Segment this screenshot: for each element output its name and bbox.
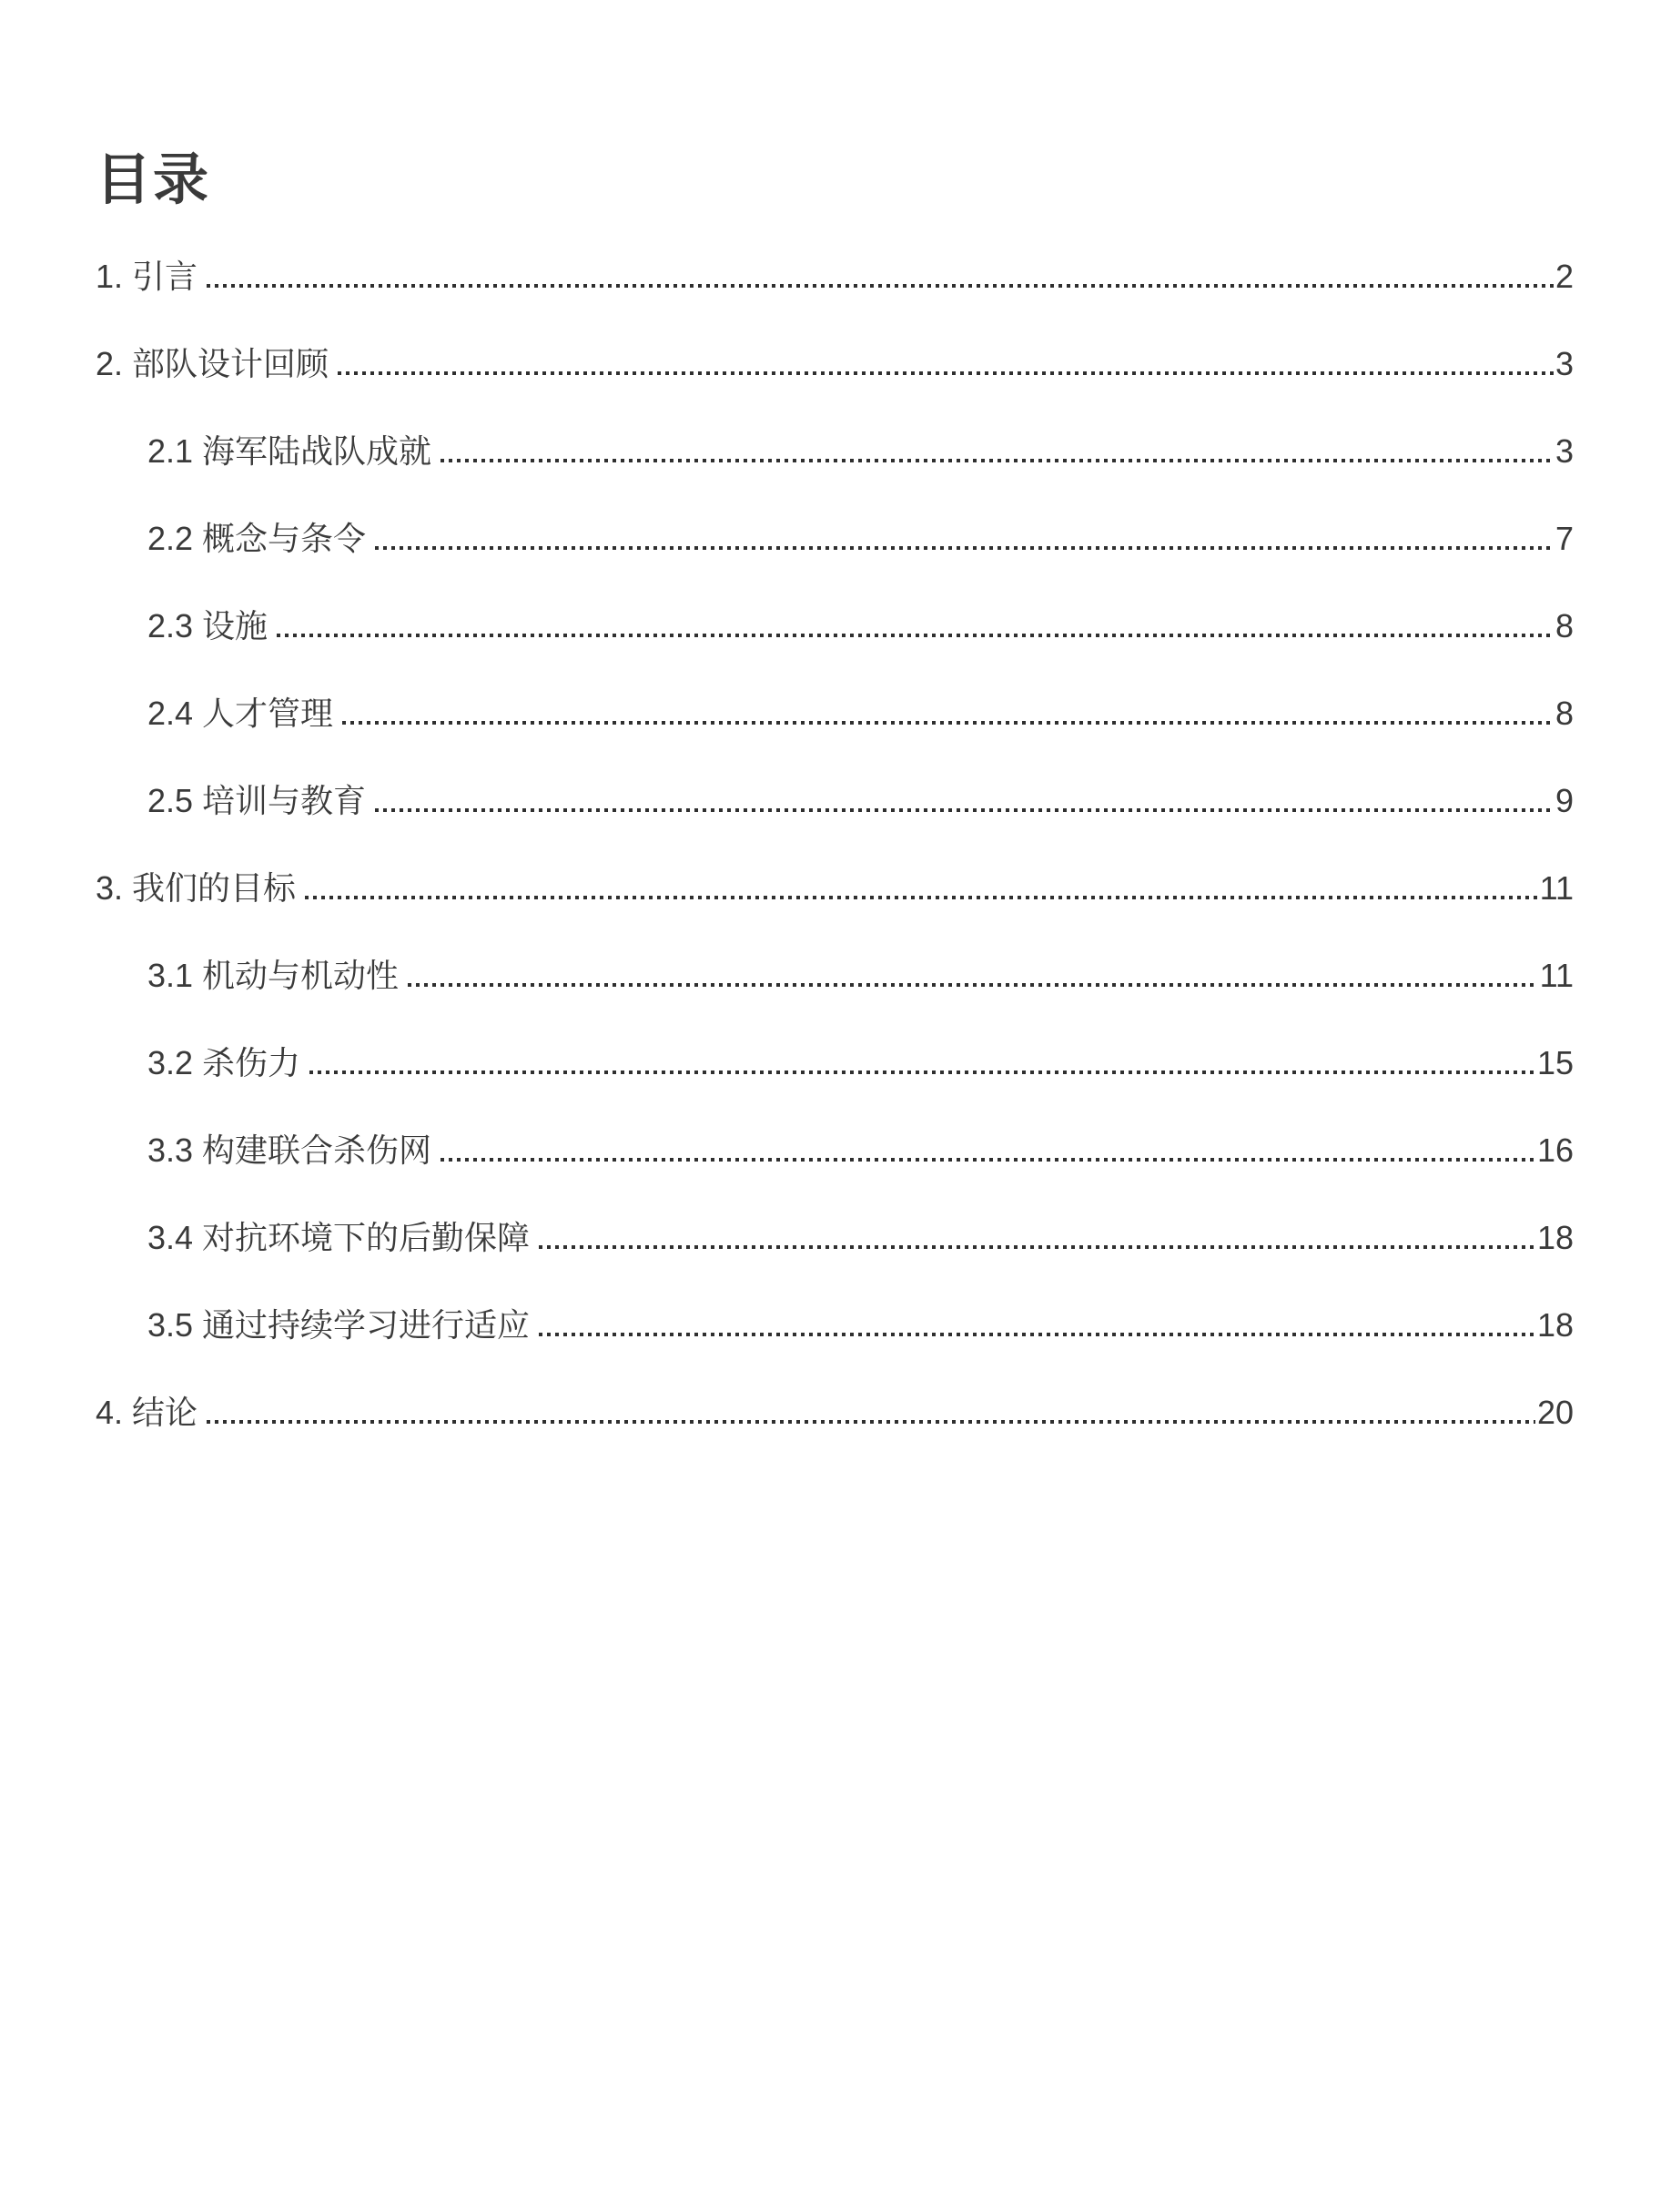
- toc-entry-label[interactable]: 2.2 概念与条令: [147, 520, 367, 557]
- toc-entry-page[interactable]: 16: [1536, 1131, 1574, 1169]
- toc-entry[interactable]: [96, 781, 1574, 821]
- toc-entry-page[interactable]: 11: [1539, 869, 1574, 907]
- toc-list: [96, 257, 1574, 1433]
- toc-entry[interactable]: [96, 1131, 1574, 1171]
- toc-entry[interactable]: [96, 344, 1574, 384]
- dotted-leader: [342, 721, 1554, 725]
- toc-entry[interactable]: [96, 956, 1574, 996]
- dotted-leader: [441, 459, 1554, 462]
- dotted-leader: [207, 284, 1554, 288]
- toc-entry-page[interactable]: 11: [1539, 957, 1574, 994]
- toc-entry-label[interactable]: 3.1 机动与机动性: [147, 957, 400, 994]
- toc-entry-label[interactable]: 3. 我们的目标: [96, 869, 297, 907]
- dotted-leader: [441, 1158, 1535, 1162]
- toc-entry[interactable]: [96, 431, 1574, 472]
- toc-entry-label[interactable]: 2.4 人才管理: [147, 695, 334, 732]
- toc-entry-label[interactable]: 3.5 通过持续学习进行适应: [147, 1306, 531, 1344]
- page-title: 目录: [96, 148, 211, 210]
- toc-entry-page[interactable]: 3: [1555, 432, 1574, 470]
- dotted-leader: [375, 808, 1554, 812]
- toc-entry-label[interactable]: 2. 部队设计回顾: [96, 345, 329, 382]
- dotted-leader: [338, 371, 1554, 375]
- toc-entry[interactable]: [96, 257, 1574, 297]
- toc-entry[interactable]: [96, 1393, 1574, 1433]
- toc-entry-page[interactable]: 18: [1536, 1219, 1574, 1256]
- toc-entry-label[interactable]: 2.5 培训与教育: [147, 782, 367, 819]
- toc-entry[interactable]: [96, 1305, 1574, 1345]
- toc-entry-label[interactable]: 3.2 杀伤力: [147, 1044, 301, 1081]
- dotted-leader: [375, 546, 1554, 550]
- toc-entry[interactable]: [96, 1218, 1574, 1258]
- toc-entry-page[interactable]: 3: [1555, 345, 1574, 382]
- dotted-leader: [539, 1245, 1535, 1249]
- toc-entry-page[interactable]: 2: [1555, 258, 1574, 295]
- toc-entry[interactable]: [96, 868, 1574, 908]
- toc-entry[interactable]: [96, 606, 1574, 646]
- toc-entry-label[interactable]: 1. 引言: [96, 258, 198, 295]
- toc-entry-page[interactable]: 8: [1555, 607, 1574, 644]
- toc-entry-page[interactable]: 15: [1536, 1044, 1574, 1081]
- dotted-leader: [539, 1333, 1535, 1336]
- toc-entry-label[interactable]: 3.4 对抗环境下的后勤保障: [147, 1219, 531, 1256]
- toc-entry-page[interactable]: 7: [1555, 520, 1574, 557]
- toc-entry-page[interactable]: 20: [1536, 1394, 1574, 1431]
- toc-entry-label[interactable]: 2.3 设施: [147, 607, 268, 644]
- toc-entry-label[interactable]: 4. 结论: [96, 1394, 198, 1431]
- dotted-leader: [408, 983, 1538, 987]
- toc-entry[interactable]: [96, 519, 1574, 559]
- table-of-contents: [96, 146, 1574, 1433]
- toc-entry[interactable]: [96, 1043, 1574, 1083]
- toc-entry-label[interactable]: 2.1 海军陆战队成就: [147, 432, 432, 470]
- dotted-leader: [305, 896, 1538, 899]
- dotted-leader: [309, 1070, 1535, 1074]
- dotted-leader: [207, 1420, 1535, 1424]
- toc-entry-page[interactable]: 8: [1555, 695, 1574, 732]
- dotted-leader: [277, 634, 1554, 637]
- toc-entry-page[interactable]: 9: [1555, 782, 1574, 819]
- toc-entry-page[interactable]: 18: [1536, 1306, 1574, 1344]
- toc-entry[interactable]: [96, 694, 1574, 734]
- toc-entry-label[interactable]: 3.3 构建联合杀伤网: [147, 1131, 432, 1169]
